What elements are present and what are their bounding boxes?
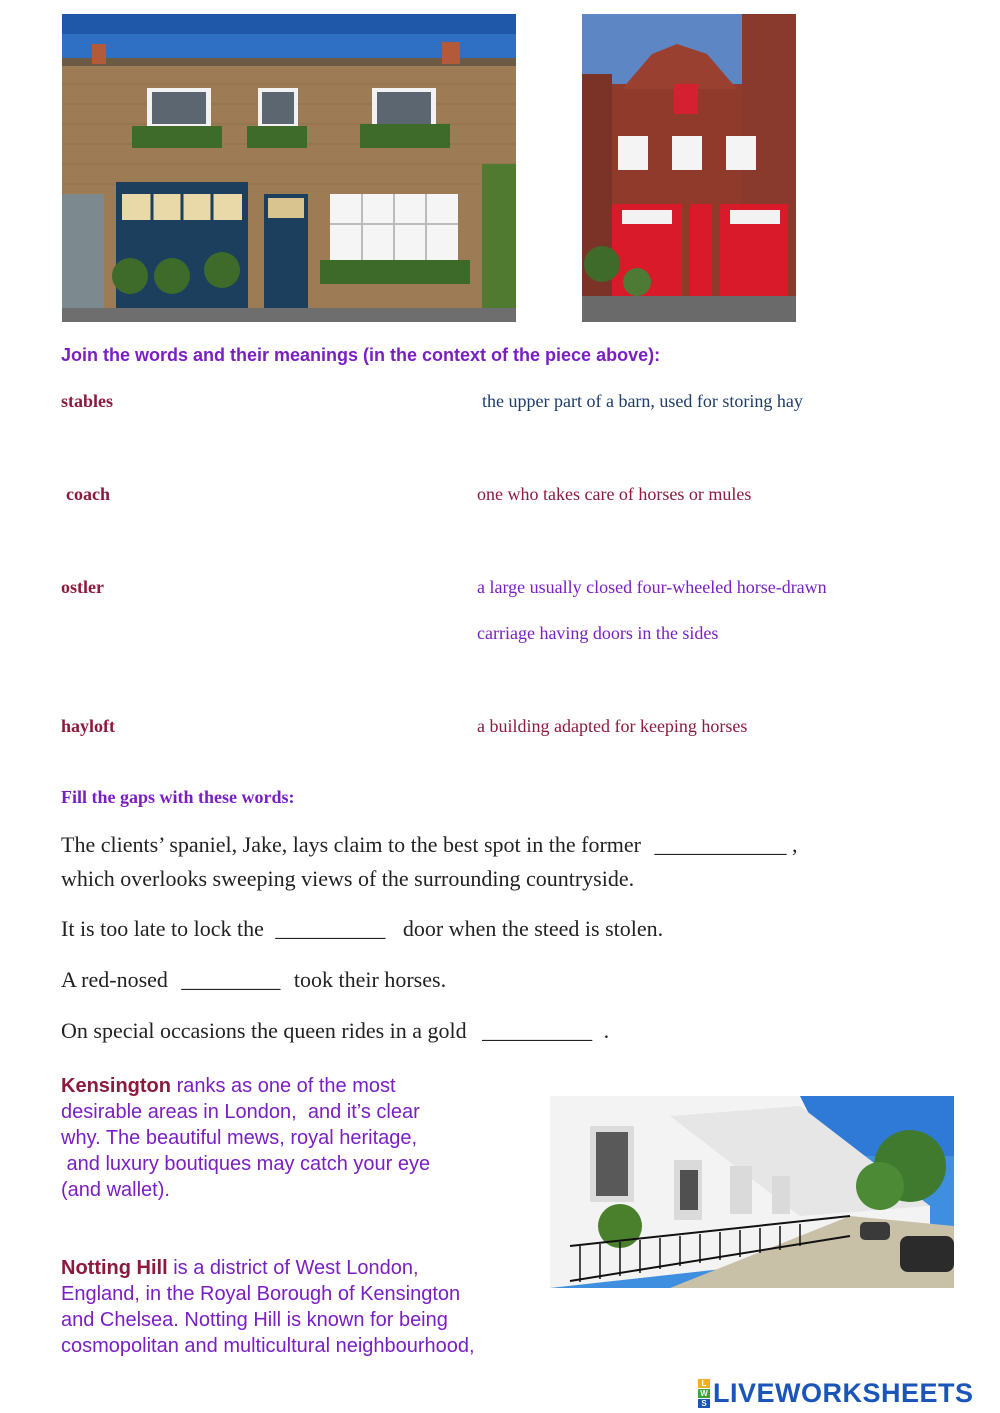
sentence-3 (61, 963, 446, 997)
gap-input-3[interactable]: _________ (181, 967, 281, 992)
kensington-line-3: why. The beautiful mews, royal heritage, (61, 1127, 418, 1149)
sentence-1-text-a: The clients’ spaniel, Jake, lays claim to the best spot in the former (61, 832, 641, 857)
notting-line-3: and Chelsea. Notting Hill is known for being (61, 1309, 448, 1331)
sentence-2-text-b: door when the steed is stolen. (402, 916, 664, 941)
logo-icon-letter-w: W (698, 1389, 710, 1398)
sentence-1-line-2: which overlooks sweeping views of the surrounding countryside. (61, 866, 635, 891)
notting-line-4: cosmopolitan and multicultural neighbourhood, (61, 1335, 475, 1357)
kensington-line-1: ranks as one of the most (176, 1075, 396, 1097)
kensington-line-2: desirable areas in London, and it’s clear (61, 1101, 420, 1123)
red-house-illustration (582, 14, 796, 322)
notting-line-1: is a district of West London, (173, 1257, 419, 1279)
sentence-4-text-a: On special occasions the queen rides in a gold (61, 1018, 467, 1043)
terrace-street-illustration (550, 1096, 954, 1288)
kensington-name: Kensington (61, 1075, 171, 1097)
gap-input-4[interactable]: __________ (482, 1018, 593, 1043)
meaning-hayloft-def[interactable]: the upper part of a barn, used for storing hay (482, 391, 803, 411)
notting-hill-paragraph (61, 1255, 541, 1359)
red-house-photo (582, 14, 796, 322)
notting-line-2: England, in the Royal Borough of Kensington (61, 1283, 461, 1305)
sentence-3-text-a: A red-nosed (61, 967, 168, 992)
meaning-coach-def-line1[interactable]: a large usually closed four-wheeled horse-drawn (477, 577, 827, 597)
sentence-1-comma: , (791, 832, 798, 857)
kensington-line-5: (and wallet). (61, 1179, 170, 1201)
word-hayloft[interactable]: hayloft (61, 716, 115, 736)
gap-input-1[interactable]: ____________ (654, 832, 787, 857)
mews-house-photo (62, 14, 516, 322)
logo-icon (698, 1379, 710, 1408)
sentence-2-text-a: It is too late to lock the (61, 916, 264, 941)
meaning-coach-def-line2[interactable]: carriage having doors in the sides (477, 623, 719, 643)
word-ostler[interactable]: ostler (61, 577, 104, 597)
word-coach[interactable]: coach (66, 484, 110, 504)
sentence-1-line-1 (61, 828, 797, 862)
liveworksheets-logo[interactable] (698, 1376, 974, 1410)
gap-input-2[interactable]: __________ (275, 916, 386, 941)
terrace-street-photo (550, 1096, 954, 1288)
logo-icon-letter-s: S (698, 1399, 710, 1408)
notting-hill-name: Notting Hill (61, 1257, 168, 1279)
kensington-paragraph (61, 1073, 541, 1203)
sentence-3-text-b: took their horses. (293, 967, 447, 992)
word-stables[interactable]: stables (61, 391, 114, 411)
sentence-4-period: . (603, 1018, 610, 1043)
sentence-2 (61, 912, 663, 946)
meaning-ostler-def[interactable]: one who takes care of horses or mules (477, 484, 752, 504)
logo-icon-letter-l: L (698, 1379, 710, 1388)
gaps-instruction: Fill the gaps with these words: (61, 787, 295, 807)
sentence-4 (61, 1014, 609, 1048)
logo-text: LIVEWORKSHEETS (713, 1377, 974, 1408)
meaning-stables-def[interactable]: a building adapted for keeping horses (477, 716, 748, 736)
kensington-line-4: and luxury boutiques may catch your eye (61, 1153, 431, 1175)
matching-instruction: Join the words and their meanings (in the context of the piece above): (61, 345, 661, 365)
mews-house-illustration (62, 14, 516, 322)
